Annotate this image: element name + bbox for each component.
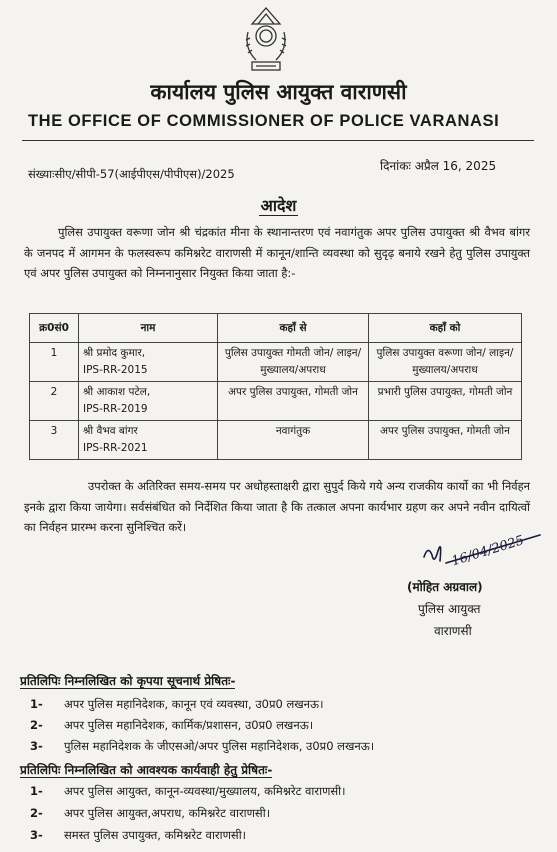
- list-text: पुलिस महानिदेशक के जीएसओ/अपर पुलिस महानिदेशक, उ0प्र0 लखनऊ।: [64, 739, 375, 753]
- officer-cadre: IPS-RR-2015: [83, 364, 148, 376]
- list-item: [30, 828, 246, 843]
- list-text: अपर पुलिस महानिदेशक, कार्मिक/प्रशासन, उ0प्र0 लखनऊ।: [64, 718, 314, 732]
- cell-name: [79, 382, 218, 421]
- cell-from: अपर पुलिस उपायुक्त, गोमती जोन: [218, 382, 369, 421]
- table-row: [30, 421, 522, 460]
- header-from: कहाँ से: [218, 314, 369, 343]
- list-number: 1-: [30, 697, 43, 711]
- signature-date: 16/04/2025: [449, 533, 526, 570]
- officer-name: श्री प्रमोद कुमार,: [83, 347, 146, 359]
- list-text: समस्त पुलिस उपायुक्त, कमिश्नरेट वाराणसी।: [64, 828, 247, 842]
- list-item: [30, 697, 323, 712]
- signatory-city: वाराणसी: [434, 624, 472, 638]
- list-number: 3-: [30, 828, 43, 842]
- officer-cadre: IPS-RR-2021: [83, 442, 148, 454]
- police-emblem-icon: [238, 4, 294, 76]
- handwritten-signature: [420, 515, 550, 585]
- posting-table: [29, 313, 522, 460]
- copy-action-heading-text: प्रतिलिपिः निम्नलिखित को आवश्यक कार्यवाही हेतु प्रेषितः-: [20, 763, 273, 777]
- officer-cadre: IPS-RR-2019: [83, 403, 148, 415]
- cell-name: [79, 343, 218, 382]
- copy-info-heading-text: प्रतिलिपिः निम्नलिखित को कृपया सूचनार्थ प्रेषितः-: [20, 674, 236, 688]
- list-item: [30, 718, 313, 733]
- officer-name: श्री वैभव बांगर: [83, 425, 138, 437]
- cell-to: अपर पुलिस उपायुक्त, गोमती जोन: [369, 421, 522, 460]
- list-number: 2-: [30, 718, 43, 732]
- list-item: [30, 739, 374, 754]
- signatory-designation: पुलिस आयुक्त: [418, 602, 481, 616]
- header-divider: [22, 140, 534, 141]
- list-text: अपर पुलिस महानिदेशक, कानून एवं व्यवस्था, उ0प्र0 लखनऊ।: [64, 697, 324, 711]
- header-name: नाम: [79, 314, 218, 343]
- header-sno: क्र0सं0: [30, 314, 79, 343]
- cell-to: पुलिस उपायुक्त वरूणा जोन/ लाइन/ मुख्यालय/अपराध: [369, 343, 522, 382]
- header-to: कहाँ को: [369, 314, 522, 343]
- reference-number: संख्याःसीए/सीपी-57(आईपीएस/पीपीएस)/2025: [28, 167, 235, 181]
- cell-sno: 3: [30, 421, 79, 460]
- table-header-row: [30, 314, 522, 343]
- cell-name: [79, 421, 218, 460]
- order-title: [0, 194, 557, 216]
- table-row: [30, 343, 522, 382]
- table-row: [30, 382, 522, 421]
- order-title-text: आदेश: [260, 196, 297, 215]
- list-item: [30, 784, 346, 799]
- list-number: 3-: [30, 739, 43, 753]
- signatory-name: (मोहित अग्रवाल): [407, 580, 483, 594]
- list-text: अपर पुलिस आयुक्त, कानून-व्यवस्था/मुख्यालय, कमिश्नरेट वाराणसी।: [64, 784, 346, 798]
- cell-to: प्रभारी पुलिस उपायुक्त, गोमती जोन: [369, 382, 522, 421]
- cell-from: नवागंतुक: [218, 421, 369, 460]
- list-number: 1-: [30, 784, 43, 798]
- cell-sno: 2: [30, 382, 79, 421]
- copy-action-heading: [20, 761, 272, 778]
- cell-from: पुलिस उपायुक्त गोमती जोन/ लाइन/ मुख्यालय/अपराध: [218, 343, 369, 382]
- office-title-english: THE OFFICE OF COMMISSIONER OF POLICE VARANASI: [28, 112, 500, 130]
- closing-paragraph: उपरोक्त के अतिरिक्त समय-समय पर अधोहस्ताक्षरी द्वारा सुपुर्द किये गये अन्य राजकीय कार्यो का भी निर्वहन इनके द्वारा किया जायेगा। सर्वसंबंधित को निर्देशित किया जाता है कि तत्काल अपना कार्यभार ग्रहण कर अपने नवीन दायित्वों का निर्वहन प्रारम्भ करना सुनिश्चित करें।: [24, 479, 530, 534]
- intro-paragraph: पुलिस उपायुक्त वरूणा जोन श्री चंद्रकांत मीना के स्थानान्तरण एवं नवागंतुक अपर पुलिस उपायुक्त श्री वैभव बांगर के जनपद में आगमन के फलस्वरूप कमिश्नरेट वाराणसी में कानून/शान्ति व्यवस्था को सुदृढ़ बनाये रखने हेतु पुलिस उपायुक्त एवं अपर पुलिस उपायुक्त को निम्ननानुसार नियुक्त किया जाता है:-: [24, 225, 530, 280]
- list-number: 2-: [30, 806, 43, 820]
- office-title-hindi: कार्यालय पुलिस आयुक्त वाराणसी: [150, 80, 407, 104]
- copy-info-heading: [20, 672, 235, 689]
- officer-name: श्री आकाश पटेल,: [83, 386, 151, 398]
- list-text: अपर पुलिस आयुक्त,अपराध, कमिश्नरेट वाराणसी।: [64, 806, 271, 820]
- cell-sno: 1: [30, 343, 79, 382]
- order-date: दिनांकः अप्रैल 16, 2025: [380, 159, 497, 173]
- list-item: [30, 806, 270, 821]
